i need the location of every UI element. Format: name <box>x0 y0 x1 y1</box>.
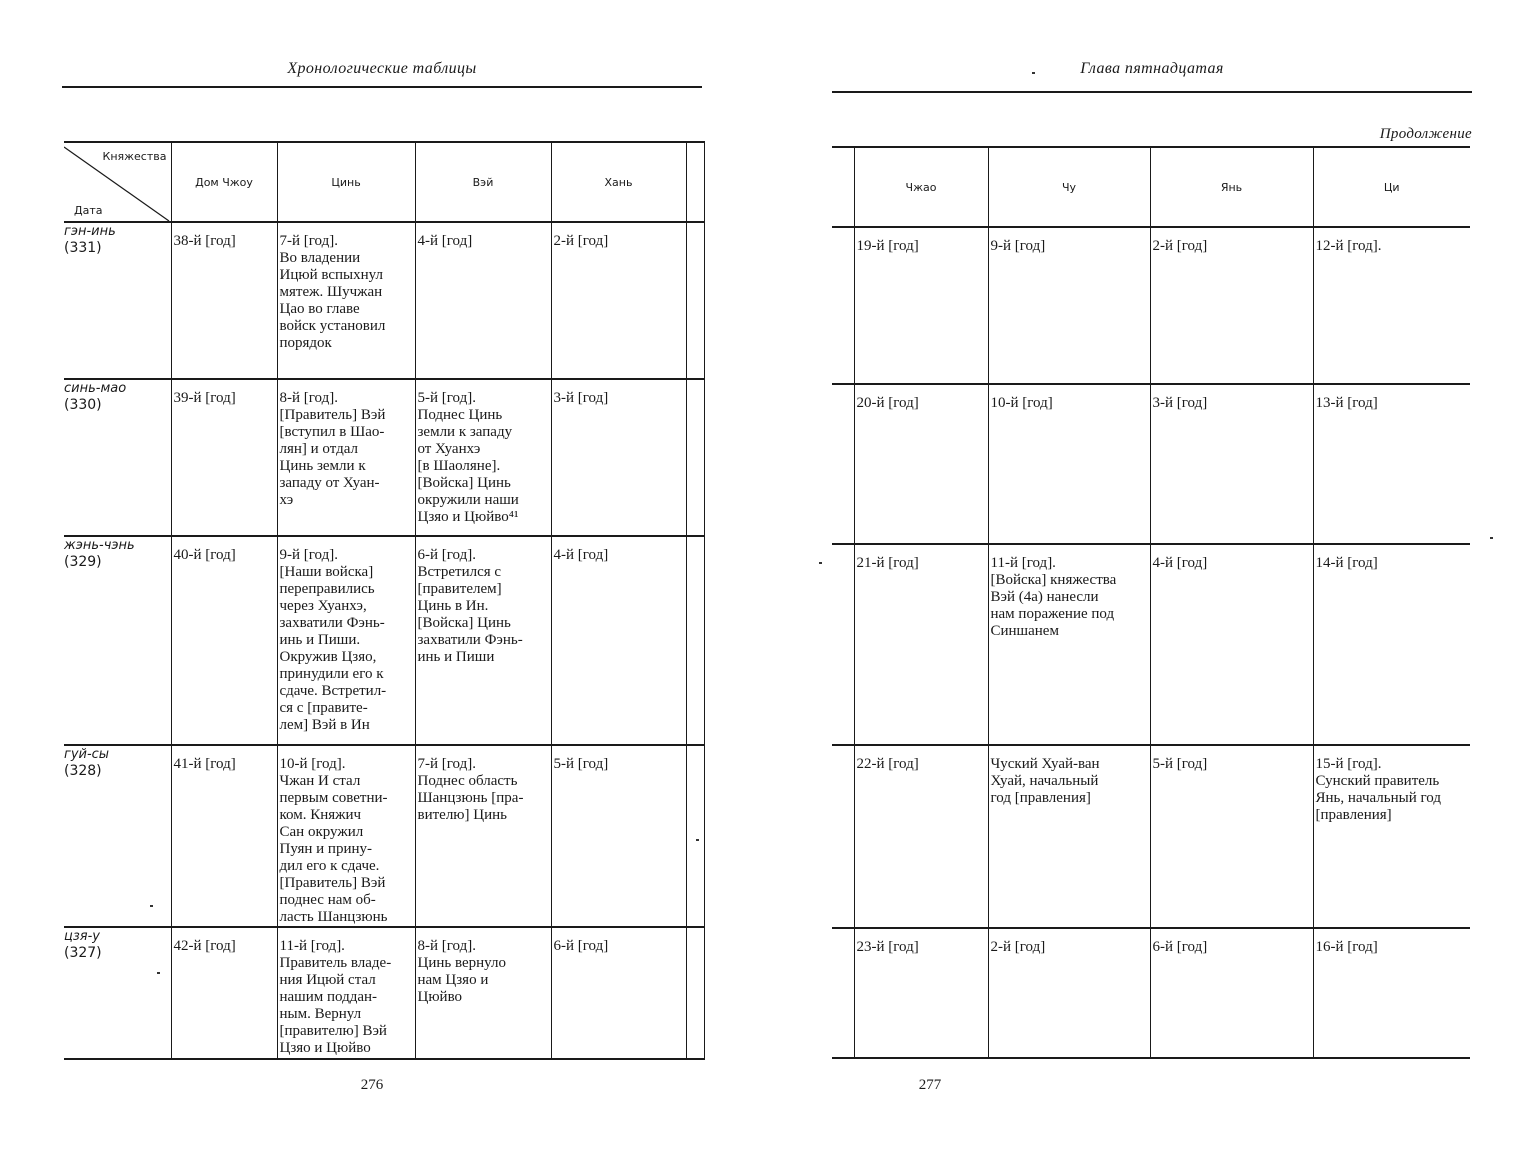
table-cell: 14-й [год] <box>1315 555 1378 571</box>
year-bc-label: (330) <box>64 397 102 413</box>
table-cell: 23-й [год] <box>856 939 919 955</box>
year-bc-label: (328) <box>64 763 102 779</box>
table-cell: 7-й [год]. Во владении Ицюй вспыхнул мятеж. Шучжан Цао во главе войск установил порядок <box>279 233 386 351</box>
corner-header-cell <box>64 142 171 222</box>
chronology-table-right <box>832 146 1470 1059</box>
table-cell: 13-й [год] <box>1315 395 1378 411</box>
table-cell: 39-й [год] <box>173 390 236 406</box>
table-cell: 42-й [год] <box>173 938 236 954</box>
year-bc-label: (331) <box>64 240 102 256</box>
column-header: Дом Чжоу <box>171 142 277 222</box>
table-cell: 6-й [год] <box>1152 939 1208 955</box>
scan-speck <box>1032 72 1035 74</box>
date-cell <box>64 222 171 379</box>
table-cell: 2-й [год] <box>1152 238 1208 254</box>
table-row <box>832 544 1470 745</box>
table-row <box>64 222 704 379</box>
empty-cell <box>686 536 704 745</box>
table-row <box>832 227 1470 384</box>
table-cell: 16-й [год] <box>1315 939 1378 955</box>
table-cell: 8-й [год]. [Правитель] Вэй [вступил в Шао- лян] и отдал Цинь земли к западу от Хуан- хэ <box>279 390 386 508</box>
table-cell: 5-й [год] <box>1152 756 1208 772</box>
empty-cell <box>832 928 854 1058</box>
table-cell: 7-й [год]. Поднес область Шанцзюнь [пра- вителю] Цинь <box>417 756 524 823</box>
date-cell <box>64 745 171 927</box>
table-cell: Чуский Хуай-ван Хуай, начальный год [правления] <box>990 756 1100 806</box>
table-cell: 3-й [год] <box>1152 395 1208 411</box>
empty-column-header <box>686 142 704 222</box>
table-row <box>64 927 704 1059</box>
empty-cell <box>686 927 704 1059</box>
empty-cell <box>686 222 704 379</box>
table-cell: 3-й [год] <box>553 390 609 406</box>
table-row <box>832 928 1470 1058</box>
left-page <box>0 0 760 1154</box>
head-rule-left <box>62 86 702 88</box>
table-cell: 8-й [год]. Цинь вернуло нам Цзяо и Цюйво <box>417 938 506 1005</box>
table-cell: 2-й [год] <box>553 233 609 249</box>
corner-label-principalities: Княжества <box>102 150 167 163</box>
head-rule-right <box>832 91 1472 93</box>
empty-cell <box>832 745 854 928</box>
table-cell: 10-й [год]. Чжан И стал первым советни- ком. Княжич Сан окружил Пуян и прину- дил его к сдаче. [Правитель] Вэй поднес нам об- ласть Шанцзюнь <box>279 756 388 925</box>
empty-column-header <box>832 147 854 227</box>
table-cell: 9-й [год]. [Наши войска] переправились через Хуанхэ, захватили Фэнь- инь и Пиши. Окружив Цзяо, принудили его к сдаче. Встретил- ся с [правите- лем] Вэй в Ин <box>279 547 387 733</box>
year-bc-label: (327) <box>64 945 102 961</box>
running-head-right: Глава пятнадцатая <box>1080 60 1224 77</box>
table-cell: 22-й [год] <box>856 756 919 772</box>
table-cell: 9-й [год] <box>990 238 1046 254</box>
corner-label-date: Дата <box>74 204 103 217</box>
table-cell: 19-й [год] <box>856 238 919 254</box>
table-cell: 5-й [год] <box>553 756 609 772</box>
right-page <box>768 0 1536 1154</box>
column-header: Хань <box>551 142 686 222</box>
table-header-row <box>64 142 704 222</box>
cyclic-year-label: синь-мао <box>64 381 127 396</box>
table-row <box>64 379 704 536</box>
column-header: Вэй <box>415 142 551 222</box>
date-cell <box>64 536 171 745</box>
column-header: Цинь <box>277 142 415 222</box>
empty-cell <box>832 384 854 544</box>
scan-speck <box>150 905 153 907</box>
date-cell <box>64 379 171 536</box>
table-cell: 6-й [год] <box>553 938 609 954</box>
table-cell: 11-й [год]. [Войска] княжества Вэй (4а) нанесли нам поражение под Синшанем <box>990 555 1117 639</box>
table-cell: 4-й [год] <box>1152 555 1208 571</box>
scan-speck <box>819 562 822 564</box>
table-cell: 21-й [год] <box>856 555 919 571</box>
continued-label: Продолжение <box>1379 126 1472 142</box>
date-cell <box>64 927 171 1059</box>
empty-cell <box>832 227 854 384</box>
table-row <box>832 384 1470 544</box>
table-cell: 5-й [год]. Поднес Цинь земли к западу от Хуанхэ [в Шаоляне]. [Войска] Цинь окружили наши Цзяо и Цюйво⁴¹ <box>417 390 519 525</box>
empty-cell <box>686 379 704 536</box>
scan-speck <box>1490 537 1493 539</box>
table-row <box>64 745 704 927</box>
cyclic-year-label: жэнь-чэнь <box>64 538 135 553</box>
table-cell: 40-й [год] <box>173 547 236 563</box>
column-header: Ци <box>1313 147 1470 227</box>
empty-cell <box>686 745 704 927</box>
table-row <box>64 536 704 745</box>
cyclic-year-label: гэн-инь <box>64 224 116 239</box>
year-bc-label: (329) <box>64 554 102 570</box>
table-cell: 38-й [год] <box>173 233 236 249</box>
table-header-row <box>832 147 1470 227</box>
column-header: Чжао <box>854 147 988 227</box>
table-row <box>832 745 1470 928</box>
table-cell: 20-й [год] <box>856 395 919 411</box>
scan-speck <box>696 839 699 841</box>
table-cell: 10-й [год] <box>990 395 1053 411</box>
cyclic-year-label: цзя-у <box>64 929 100 944</box>
empty-cell <box>832 544 854 745</box>
table-cell: 11-й [год]. Правитель владе- ния Ицюй стал нашим поддан- ным. Вернул [правителю] Вэй Цзяо и Цюйво <box>279 938 392 1056</box>
table-cell: 6-й [год]. Встретился с [правителем] Цинь в Ин. [Войска] Цинь захватили Фэнь- инь и Пиши <box>417 547 523 665</box>
running-head-left: Хронологические таблицы <box>287 60 477 77</box>
table-cell: 4-й [год] <box>417 233 473 249</box>
column-header: Чу <box>988 147 1150 227</box>
table-cell: 4-й [год] <box>553 547 609 563</box>
table-cell: 15-й [год]. Сунский правитель Янь, начальный год [правления] <box>1315 756 1441 823</box>
column-header: Янь <box>1150 147 1313 227</box>
cyclic-year-label: гуй-сы <box>64 747 110 762</box>
scan-speck <box>157 972 160 974</box>
table-cell: 2-й [год] <box>990 939 1046 955</box>
table-cell: 41-й [год] <box>173 756 236 772</box>
table-cell: 12-й [год]. <box>1315 238 1382 254</box>
page-number-left: 276 <box>360 1077 384 1093</box>
chronology-table-left <box>64 141 705 1060</box>
page-number-right: 277 <box>918 1077 942 1093</box>
